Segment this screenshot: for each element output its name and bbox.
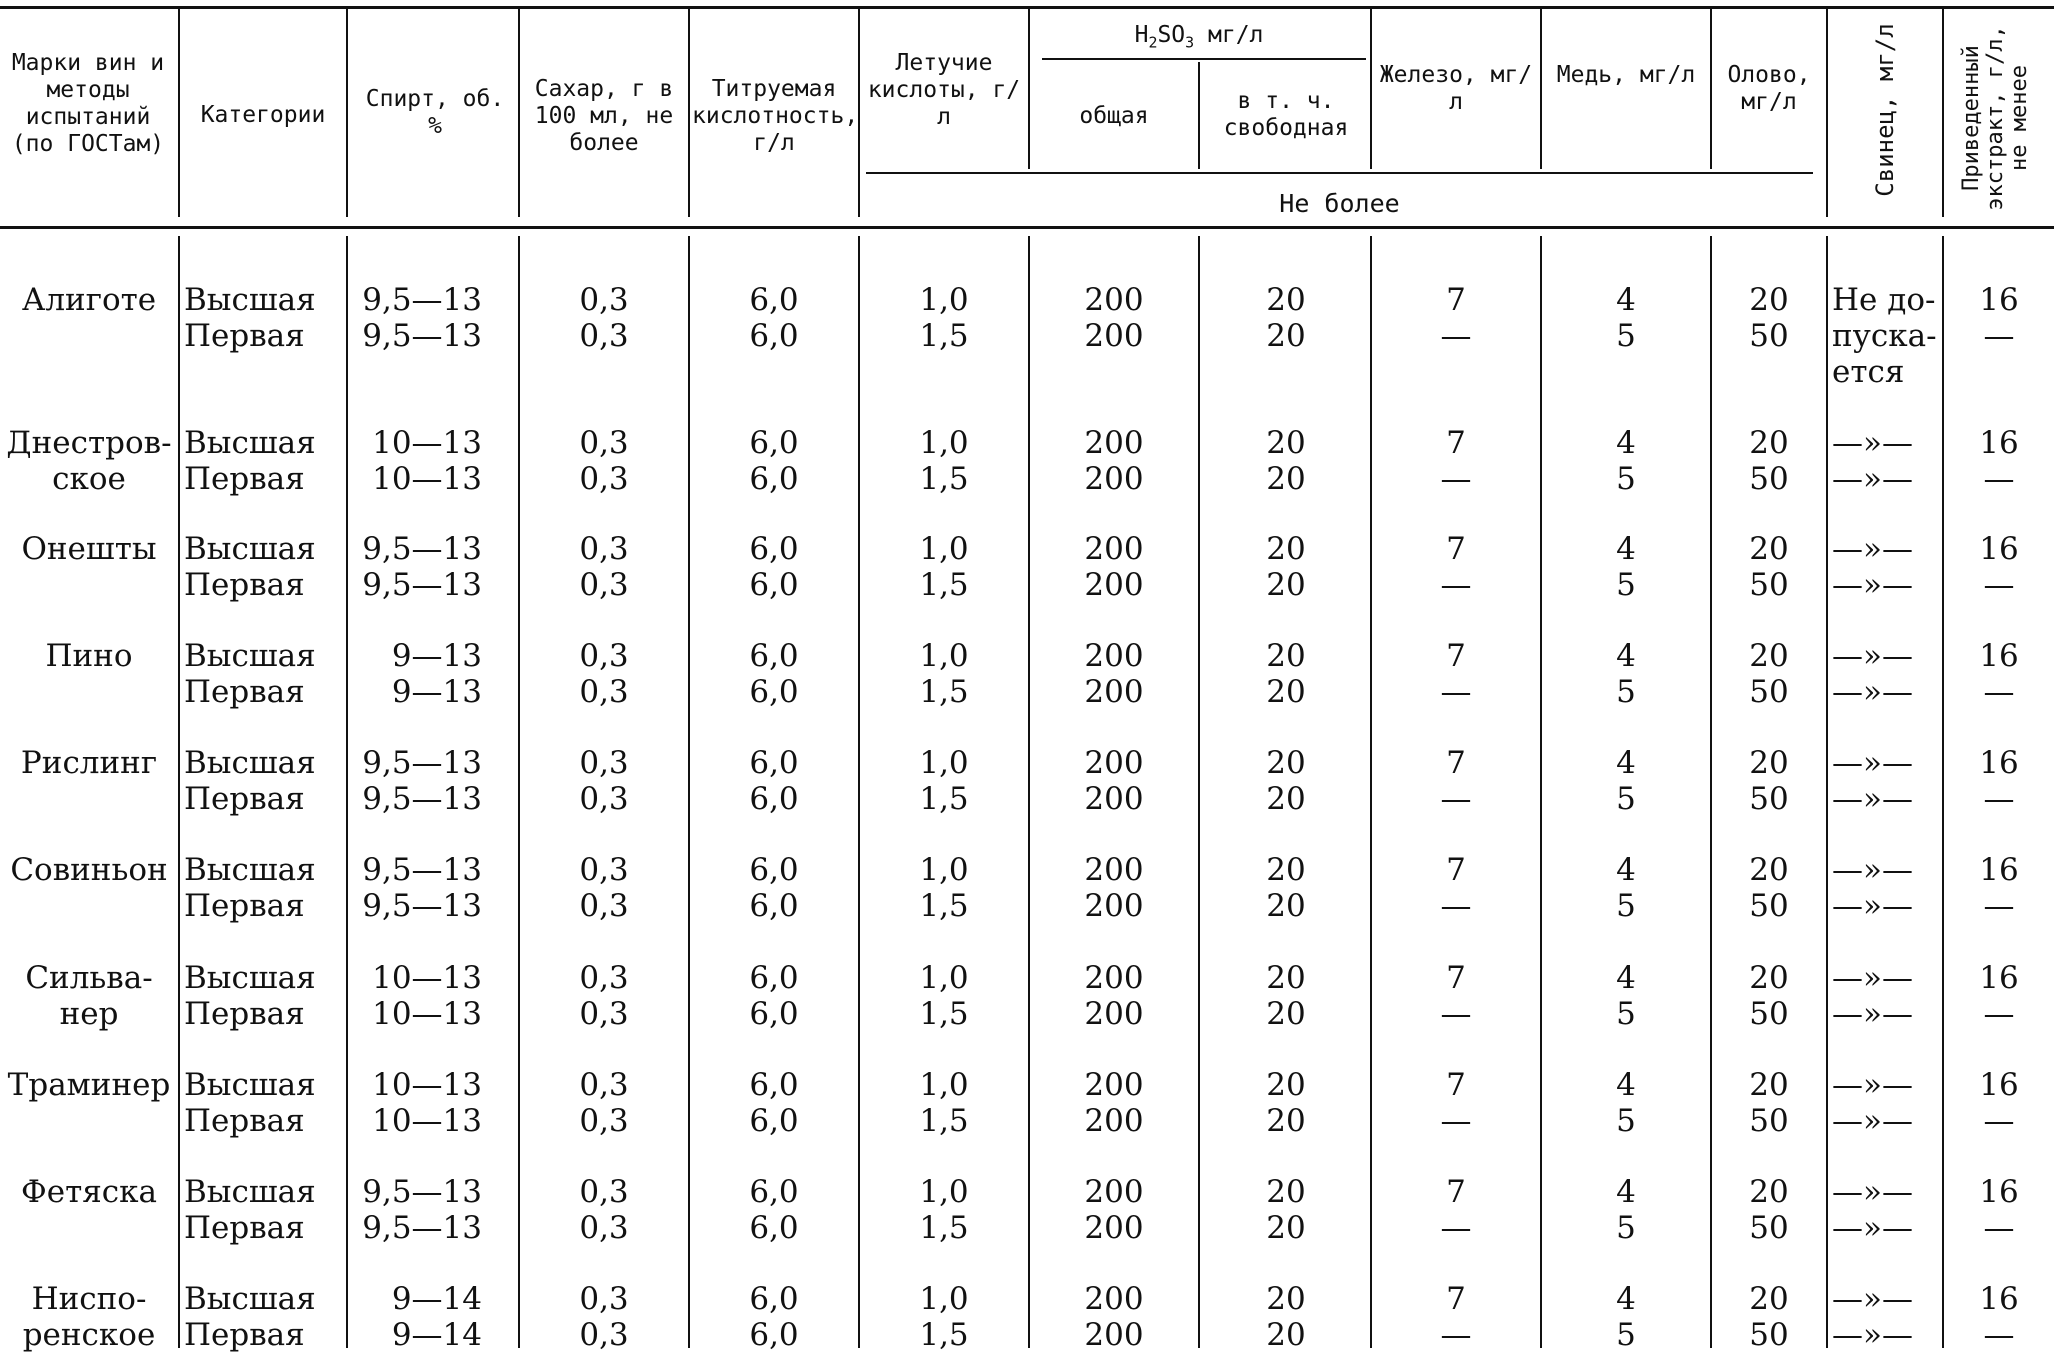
cell-iron: — [1440, 674, 1472, 710]
cell-alc: 9,5—13 [362, 282, 482, 318]
cell-free: 20 [1266, 318, 1306, 354]
cell-alc: 9,5—13 [362, 318, 482, 354]
cell-tin: 20 [1749, 425, 1789, 461]
cell-sugar: 0,3 [579, 1317, 629, 1353]
cell-iron: — [1440, 318, 1472, 354]
cell-acid: 6,0 [749, 1317, 799, 1353]
cell-extract: — [1983, 1103, 2015, 1139]
header-tin: Олово, мг/л [1727, 62, 1811, 115]
cell-alc: 9—13 [391, 638, 482, 674]
cell-total: 200 [1084, 318, 1144, 354]
cell-copper: 5 [1616, 1103, 1636, 1139]
cell-total: 200 [1084, 1210, 1144, 1246]
cell-free: 20 [1266, 282, 1306, 318]
cell-iron: — [1440, 781, 1472, 817]
cell-vol: 1,5 [919, 996, 969, 1032]
cell-extract: 16 [1979, 852, 2019, 888]
cell-free: 20 [1266, 1210, 1306, 1246]
cell-sugar: 0,3 [579, 425, 629, 461]
cell-iron: 7 [1446, 531, 1466, 567]
cell-sugar: 0,3 [579, 531, 629, 567]
cell-extract: — [1983, 567, 2015, 603]
not-more-divider [866, 172, 1813, 174]
cell-free: 20 [1266, 425, 1306, 461]
cell-lead: —»— [1832, 1210, 1913, 1246]
cell-vol: 1,5 [919, 1210, 969, 1246]
cell-extract: 16 [1979, 531, 2019, 567]
cell-tin: 20 [1749, 1174, 1789, 1210]
cell-alc: 9,5—13 [362, 567, 482, 603]
cell-sugar: 0,3 [579, 1210, 629, 1246]
body-col-rule [1826, 236, 1828, 1348]
cell-total: 200 [1084, 1174, 1144, 1210]
body-col-rule [178, 236, 180, 1348]
cell-free: 20 [1266, 461, 1306, 497]
cell-iron: — [1440, 1210, 1472, 1246]
cell-free: 20 [1266, 1281, 1306, 1317]
cell-free: 20 [1266, 960, 1306, 996]
cell-copper: 4 [1616, 960, 1636, 996]
cell-cat: Высшая [184, 531, 316, 567]
cell-sugar: 0,3 [579, 745, 629, 781]
cell-sugar: 0,3 [579, 781, 629, 817]
cell-vol: 1,5 [919, 1317, 969, 1353]
cell-vol: 1,0 [919, 531, 969, 567]
cell-copper: 5 [1616, 674, 1636, 710]
cell-copper: 5 [1616, 461, 1636, 497]
header-col-rule [688, 9, 690, 217]
cell-acid: 6,0 [749, 888, 799, 924]
cell-cat: Высшая [184, 1067, 316, 1103]
cell-copper: 5 [1616, 567, 1636, 603]
cell-acid: 6,0 [749, 1067, 799, 1103]
cell-copper: 4 [1616, 1067, 1636, 1103]
cell-iron: 7 [1446, 1174, 1466, 1210]
h2so3-divider [1042, 58, 1366, 60]
cell-total: 200 [1084, 531, 1144, 567]
cell-lead: пуска- [1832, 318, 1937, 354]
cell-total: 200 [1084, 461, 1144, 497]
cell-cat: Высшая [184, 1174, 316, 1210]
cell-cat: Первая [184, 1103, 305, 1139]
cell-acid: 6,0 [749, 781, 799, 817]
header-volatile-acids: Летучие кислоты, г/л [867, 50, 1021, 130]
cell-total: 200 [1084, 567, 1144, 603]
cell-alc: 9,5—13 [362, 1210, 482, 1246]
header-category: Категории [200, 102, 326, 128]
cell-acid: 6,0 [749, 638, 799, 674]
cell-lead: —»— [1832, 960, 1913, 996]
cell-cat: Первая [184, 1317, 305, 1353]
cell-sugar: 0,3 [579, 1067, 629, 1103]
header-iron: Железо, мг/л [1379, 62, 1533, 115]
body-col-rule [518, 236, 520, 1348]
cell-extract: — [1983, 318, 2015, 354]
cell-free: 20 [1266, 567, 1306, 603]
cell-sugar: 0,3 [579, 996, 629, 1032]
cell-cat: Высшая [184, 960, 316, 996]
cell-lead: —»— [1832, 888, 1913, 924]
cell-extract: 16 [1979, 745, 2019, 781]
cell-cat: Первая [184, 1210, 305, 1246]
cell-sugar: 0,3 [579, 1174, 629, 1210]
cell-total: 200 [1084, 1317, 1144, 1353]
cell-alc: 9—14 [391, 1317, 482, 1353]
cell-vol: 1,5 [919, 888, 969, 924]
cell-lead: —»— [1832, 1317, 1913, 1353]
cell-acid: 6,0 [749, 1210, 799, 1246]
cell-sugar: 0,3 [579, 318, 629, 354]
cell-free: 20 [1266, 531, 1306, 567]
cell-acid: 6,0 [749, 282, 799, 318]
cell-lead: —»— [1832, 1067, 1913, 1103]
header-bottom-rule [0, 226, 2054, 229]
wine-name: Рислинг [20, 745, 158, 781]
cell-tin: 20 [1749, 745, 1789, 781]
cell-vol: 1,0 [919, 1067, 969, 1103]
cell-iron: 7 [1446, 745, 1466, 781]
cell-tin: 50 [1749, 674, 1789, 710]
cell-lead: —»— [1832, 638, 1913, 674]
cell-alc: 9—14 [391, 1281, 482, 1317]
cell-extract: — [1983, 1210, 2015, 1246]
cell-total: 200 [1084, 960, 1144, 996]
cell-free: 20 [1266, 638, 1306, 674]
header-copper: Медь, мг/л [1556, 62, 1696, 88]
header-col-rule [1710, 9, 1712, 169]
cell-iron: 7 [1446, 425, 1466, 461]
cell-cat: Высшая [184, 852, 316, 888]
cell-copper: 4 [1616, 638, 1636, 674]
cell-cat: Высшая [184, 282, 316, 318]
cell-vol: 1,0 [919, 1174, 969, 1210]
cell-free: 20 [1266, 1067, 1306, 1103]
cell-extract: — [1983, 1317, 2015, 1353]
cell-cat: Высшая [184, 638, 316, 674]
header-col-rule [178, 9, 180, 217]
cell-vol: 1,0 [919, 282, 969, 318]
cell-extract: — [1983, 888, 2015, 924]
cell-alc: 9,5—13 [362, 531, 482, 567]
cell-iron: 7 [1446, 960, 1466, 996]
cell-alc: 9,5—13 [362, 1174, 482, 1210]
cell-alc: 10—13 [372, 461, 482, 497]
cell-free: 20 [1266, 745, 1306, 781]
cell-sugar: 0,3 [579, 960, 629, 996]
cell-vol: 1,5 [919, 461, 969, 497]
cell-tin: 50 [1749, 996, 1789, 1032]
wine-name: Онешты [21, 531, 157, 567]
cell-lead: —»— [1832, 852, 1913, 888]
cell-copper: 5 [1616, 996, 1636, 1032]
cell-total: 200 [1084, 781, 1144, 817]
cell-free: 20 [1266, 1317, 1306, 1353]
header-h2so3: $H_2SO_3$ мг/л [1134, 22, 1264, 52]
body-col-rule [1710, 236, 1712, 1348]
cell-vol: 1,0 [919, 1281, 969, 1317]
cell-extract: — [1983, 461, 2015, 497]
cell-acid: 6,0 [749, 852, 799, 888]
cell-free: 20 [1266, 888, 1306, 924]
cell-vol: 1,0 [919, 638, 969, 674]
cell-acid: 6,0 [749, 1281, 799, 1317]
header-h2so3-total: общая [1079, 103, 1149, 129]
cell-lead: —»— [1832, 674, 1913, 710]
header-h2so3-free: в т. ч. свободная [1223, 88, 1349, 141]
cell-lead: —»— [1832, 996, 1913, 1032]
cell-sugar: 0,3 [579, 638, 629, 674]
cell-lead: —»— [1832, 1103, 1913, 1139]
cell-sugar: 0,3 [579, 1103, 629, 1139]
cell-acid: 6,0 [749, 1174, 799, 1210]
cell-vol: 1,0 [919, 852, 969, 888]
cell-tin: 20 [1749, 852, 1789, 888]
body-col-rule [1028, 236, 1030, 1348]
header-sugar: Сахар, г в 100 мл, не более [534, 76, 674, 156]
body-col-rule [1540, 236, 1542, 1348]
cell-lead: —»— [1832, 425, 1913, 461]
header-alcohol: Спирт, об. % [365, 86, 505, 139]
cell-vol: 1,0 [919, 960, 969, 996]
cell-extract: 16 [1979, 1067, 2019, 1103]
header-extract: Приведенный экстракт, г/л, не менее [1959, 25, 2032, 211]
cell-copper: 4 [1616, 745, 1636, 781]
cell-acid: 6,0 [749, 318, 799, 354]
body-col-rule [688, 236, 690, 1348]
cell-extract: 16 [1979, 425, 2019, 461]
cell-sugar: 0,3 [579, 282, 629, 318]
cell-lead: —»— [1832, 531, 1913, 567]
cell-extract: — [1983, 781, 2015, 817]
cell-free: 20 [1266, 996, 1306, 1032]
cell-cat: Высшая [184, 1281, 316, 1317]
cell-lead: —»— [1832, 1281, 1913, 1317]
cell-copper: 4 [1616, 1281, 1636, 1317]
header-brand: Марки вин и методы испытаний (по ГОСТам) [11, 50, 165, 157]
cell-free: 20 [1266, 781, 1306, 817]
cell-lead: —»— [1832, 781, 1913, 817]
cell-free: 20 [1266, 1174, 1306, 1210]
cell-sugar: 0,3 [579, 852, 629, 888]
header-col-rule [1370, 9, 1372, 169]
cell-total: 200 [1084, 1281, 1144, 1317]
cell-lead: ется [1832, 354, 1905, 390]
cell-vol: 1,5 [919, 567, 969, 603]
wine-name: Днестров- ское [6, 425, 172, 497]
header-col-rule [346, 9, 348, 217]
header-col-rule [1826, 9, 1828, 217]
cell-cat: Высшая [184, 745, 316, 781]
cell-extract: — [1983, 674, 2015, 710]
cell-tin: 20 [1749, 638, 1789, 674]
cell-acid: 6,0 [749, 960, 799, 996]
cell-iron: — [1440, 888, 1472, 924]
header-col-rule [1540, 9, 1542, 169]
header-acidity: Титруемая кислотность, г/л [692, 76, 859, 156]
cell-extract: — [1983, 996, 2015, 1032]
cell-acid: 6,0 [749, 461, 799, 497]
cell-alc: 10—13 [372, 1103, 482, 1139]
wine-name: Совиньон [10, 852, 168, 888]
cell-iron: — [1440, 567, 1472, 603]
cell-alc: 10—13 [372, 960, 482, 996]
cell-cat: Первая [184, 996, 305, 1032]
cell-alc: 9,5—13 [362, 781, 482, 817]
cell-tin: 20 [1749, 960, 1789, 996]
cell-iron: 7 [1446, 852, 1466, 888]
cell-lead: —»— [1832, 567, 1913, 603]
cell-total: 200 [1084, 638, 1144, 674]
wine-name: Траминер [7, 1067, 171, 1103]
cell-tin: 50 [1749, 318, 1789, 354]
cell-vol: 1,0 [919, 745, 969, 781]
cell-iron: 7 [1446, 1281, 1466, 1317]
cell-acid: 6,0 [749, 531, 799, 567]
wine-name: Ниспо- ренское [22, 1281, 156, 1353]
cell-copper: 5 [1616, 1317, 1636, 1353]
cell-cat: Первая [184, 318, 305, 354]
cell-free: 20 [1266, 852, 1306, 888]
cell-tin: 50 [1749, 567, 1789, 603]
cell-total: 200 [1084, 888, 1144, 924]
header-col-rule [858, 9, 860, 217]
cell-acid: 6,0 [749, 674, 799, 710]
cell-alc: 9,5—13 [362, 888, 482, 924]
cell-alc: 10—13 [372, 1067, 482, 1103]
cell-cat: Первая [184, 781, 305, 817]
cell-total: 200 [1084, 852, 1144, 888]
cell-alc: 9,5—13 [362, 852, 482, 888]
header-col-rule [1198, 62, 1200, 169]
cell-iron: — [1440, 461, 1472, 497]
cell-lead: Не до- [1832, 282, 1936, 318]
cell-vol: 1,5 [919, 781, 969, 817]
cell-iron: — [1440, 1103, 1472, 1139]
cell-total: 200 [1084, 674, 1144, 710]
cell-tin: 50 [1749, 888, 1789, 924]
cell-alc: 9,5—13 [362, 745, 482, 781]
cell-iron: 7 [1446, 638, 1466, 674]
cell-tin: 20 [1749, 1281, 1789, 1317]
cell-vol: 1,5 [919, 1103, 969, 1139]
cell-acid: 6,0 [749, 996, 799, 1032]
cell-lead: —»— [1832, 745, 1913, 781]
cell-tin: 20 [1749, 282, 1789, 318]
cell-sugar: 0,3 [579, 888, 629, 924]
cell-acid: 6,0 [749, 745, 799, 781]
cell-copper: 5 [1616, 1210, 1636, 1246]
cell-total: 200 [1084, 996, 1144, 1032]
cell-iron: 7 [1446, 282, 1466, 318]
cell-copper: 5 [1616, 318, 1636, 354]
cell-tin: 50 [1749, 1210, 1789, 1246]
wine-name: Пино [45, 638, 133, 674]
cell-tin: 20 [1749, 531, 1789, 567]
cell-cat: Первая [184, 674, 305, 710]
cell-copper: 5 [1616, 781, 1636, 817]
cell-lead: —»— [1832, 461, 1913, 497]
cell-vol: 1,5 [919, 674, 969, 710]
cell-acid: 6,0 [749, 425, 799, 461]
wine-name: Алиготе [21, 282, 157, 318]
cell-iron: — [1440, 1317, 1472, 1353]
cell-tin: 50 [1749, 781, 1789, 817]
cell-copper: 4 [1616, 1174, 1636, 1210]
cell-alc: 10—13 [372, 996, 482, 1032]
cell-acid: 6,0 [749, 567, 799, 603]
cell-alc: 9—13 [391, 674, 482, 710]
body-col-rule [858, 236, 860, 1348]
body-col-rule [1198, 236, 1200, 1348]
header-col-rule [518, 9, 520, 217]
cell-free: 20 [1266, 1103, 1306, 1139]
cell-tin: 50 [1749, 1317, 1789, 1353]
cell-copper: 5 [1616, 888, 1636, 924]
wine-name: Фетяска [20, 1174, 157, 1210]
cell-alc: 10—13 [372, 425, 482, 461]
cell-cat: Первая [184, 888, 305, 924]
cell-copper: 4 [1616, 425, 1636, 461]
body-col-rule [346, 236, 348, 1348]
cell-tin: 50 [1749, 1103, 1789, 1139]
cell-copper: 4 [1616, 531, 1636, 567]
cell-iron: 7 [1446, 1067, 1466, 1103]
cell-sugar: 0,3 [579, 1281, 629, 1317]
cell-sugar: 0,3 [579, 674, 629, 710]
cell-extract: 16 [1979, 1174, 2019, 1210]
cell-sugar: 0,3 [579, 567, 629, 603]
top-rule [0, 6, 2054, 9]
header-col-rule [1942, 9, 1944, 217]
wine-name: Сильва- нер [25, 960, 153, 1032]
cell-cat: Первая [184, 461, 305, 497]
cell-sugar: 0,3 [579, 461, 629, 497]
header-col-rule [1028, 9, 1030, 169]
cell-copper: 4 [1616, 282, 1636, 318]
cell-extract: 16 [1979, 282, 2019, 318]
cell-cat: Высшая [184, 425, 316, 461]
cell-vol: 1,5 [919, 318, 969, 354]
body-col-rule [1942, 236, 1944, 1348]
cell-extract: 16 [1979, 638, 2019, 674]
cell-total: 200 [1084, 745, 1144, 781]
cell-total: 200 [1084, 1067, 1144, 1103]
cell-lead: —»— [1832, 1174, 1913, 1210]
cell-copper: 4 [1616, 852, 1636, 888]
cell-free: 20 [1266, 674, 1306, 710]
cell-vol: 1,0 [919, 425, 969, 461]
cell-tin: 20 [1749, 1067, 1789, 1103]
cell-cat: Первая [184, 567, 305, 603]
header-not-more: Не более [1279, 189, 1400, 218]
cell-acid: 6,0 [749, 1103, 799, 1139]
cell-total: 200 [1084, 282, 1144, 318]
cell-extract: 16 [1979, 1281, 2019, 1317]
body-col-rule [1370, 236, 1372, 1348]
cell-total: 200 [1084, 425, 1144, 461]
header-lead: Свинец, мг/л [1871, 23, 1899, 197]
cell-tin: 50 [1749, 461, 1789, 497]
cell-extract: 16 [1979, 960, 2019, 996]
cell-total: 200 [1084, 1103, 1144, 1139]
cell-iron: — [1440, 996, 1472, 1032]
